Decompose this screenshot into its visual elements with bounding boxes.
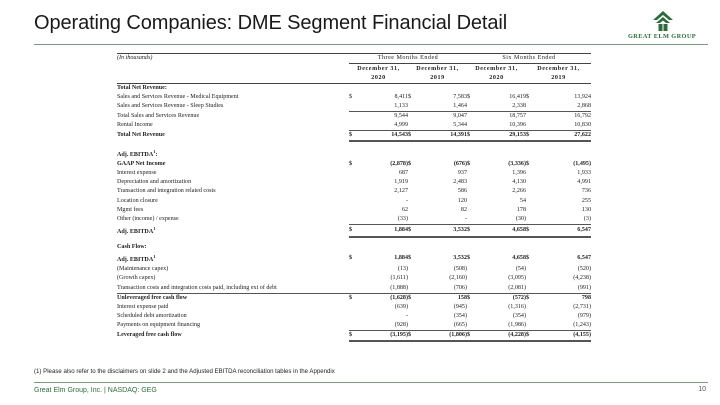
currency-symbol	[526, 112, 536, 122]
currency-symbol	[349, 169, 359, 178]
currency-symbol: $	[408, 94, 412, 101]
row-label: Sales and Services Revenue - Sleep Studies	[117, 103, 224, 110]
value-cell: 2,127	[394, 188, 408, 195]
value-cell: 130	[581, 206, 592, 213]
currency-symbol	[467, 121, 477, 131]
currency-symbol: $	[526, 131, 536, 142]
value-cell: 1,464	[453, 103, 468, 110]
currency-symbol	[467, 112, 477, 122]
value-cell: (991)	[577, 284, 592, 291]
currency-symbol: $	[526, 293, 536, 303]
value-cell: (2,731)	[573, 303, 592, 310]
section-heading-row	[117, 84, 591, 94]
column-header: December 31, 2019	[526, 64, 591, 84]
value-cell: (1,806)	[418, 330, 467, 341]
currency-symbol	[526, 187, 536, 196]
currency-symbol	[349, 206, 359, 215]
currency-symbol	[408, 265, 418, 274]
currency-symbol	[408, 121, 418, 131]
currency-symbol: $	[349, 161, 353, 168]
value-cell: (639)	[394, 303, 408, 310]
currency-symbol: $	[467, 293, 477, 303]
value-cell: (508)	[453, 266, 468, 273]
currency-symbol: $	[526, 94, 530, 101]
value-cell: 1,884	[359, 224, 408, 237]
currency-symbol	[467, 169, 477, 178]
value-cell: 6,547	[536, 224, 591, 237]
table-row	[117, 252, 591, 265]
column-header: December 31, 2019	[408, 64, 467, 84]
footnote: (1) Please also refer to the disclaimers on slide 2 and the Adjusted EBITDA reconciliation tables in the Appendix	[34, 368, 335, 375]
value-cell: (3,336)	[508, 161, 527, 168]
currency-symbol	[467, 215, 477, 225]
table-row	[117, 284, 591, 294]
value-cell: 4,991	[577, 179, 592, 186]
currency-symbol: $	[467, 330, 477, 341]
units-label: (In thousands)	[117, 54, 349, 64]
currency-symbol: $	[467, 161, 471, 168]
table-row	[117, 312, 591, 321]
row-label: Depreciation and amortization	[117, 179, 192, 186]
currency-symbol	[526, 206, 536, 215]
table-header-group-row	[117, 54, 591, 64]
row-label: Sales and Services Revenue - Medical Equipment	[117, 94, 239, 101]
currency-symbol: $	[467, 255, 471, 262]
title-divider	[34, 44, 708, 45]
logo-wordmark: GREAT ELM GROUP	[627, 33, 697, 40]
table-row	[117, 265, 591, 274]
value-cell: 7,583	[453, 94, 468, 101]
currency-symbol: $	[408, 224, 418, 237]
value-cell: (1,316)	[508, 303, 527, 310]
currency-symbol	[467, 178, 477, 187]
table-row	[117, 274, 591, 283]
value-cell: 1,884	[394, 255, 408, 262]
currency-symbol	[349, 197, 359, 206]
row-label: (Growth capex)	[117, 275, 156, 282]
footer-divider	[34, 382, 708, 383]
currency-symbol	[408, 178, 418, 187]
value-cell: 2,338	[512, 103, 527, 110]
row-label: Transaction costs and integration costs paid, including ext of debt	[117, 284, 277, 291]
table-row	[117, 330, 591, 341]
value-cell: (1,243)	[573, 321, 592, 328]
section-heading-row	[117, 243, 591, 252]
row-label: Adj. EBITDA$^1$	[117, 254, 156, 264]
page-title: Operating Companies: DME Segment Financial Detail	[34, 12, 508, 34]
currency-symbol	[349, 312, 359, 321]
value-cell: 2,483	[453, 179, 468, 186]
currency-symbol: $	[349, 255, 353, 262]
currency-symbol	[526, 197, 536, 206]
value-cell: (1,888)	[390, 284, 408, 291]
currency-symbol	[408, 284, 418, 294]
table-row	[117, 215, 591, 225]
value-cell: 798	[536, 293, 591, 303]
value-cell: 4,999	[394, 122, 408, 129]
row-label: Interest expense paid	[117, 303, 169, 310]
currency-symbol	[408, 303, 418, 312]
value-cell: 9,544	[359, 112, 408, 122]
value-cell: (3)	[583, 215, 592, 222]
currency-symbol: $	[408, 255, 412, 262]
row-label: Adj. EBITDA$^1$	[117, 226, 156, 236]
value-cell: (30)	[515, 215, 527, 222]
value-cell: (3,195)	[359, 330, 408, 341]
currency-symbol: $	[349, 330, 359, 341]
currency-symbol	[349, 187, 359, 196]
value-cell: 255	[581, 197, 592, 204]
value-cell: (1,611)	[390, 275, 408, 282]
footer-company: Great Elm Group, Inc. | NASDAQ: GEG	[34, 387, 157, 394]
value-cell: (4,155)	[536, 330, 591, 341]
table-row	[117, 197, 591, 206]
table-row	[117, 112, 591, 122]
table-header-column-row	[117, 64, 591, 84]
value-cell: (4,238)	[573, 275, 592, 282]
value-cell: (979)	[577, 312, 592, 319]
company-logo	[616, 10, 708, 44]
currency-symbol: $	[349, 224, 359, 237]
value-cell: 14,391	[418, 131, 467, 142]
currency-symbol: $	[467, 94, 471, 101]
row-label: Mgmt fees	[117, 206, 144, 213]
currency-symbol	[408, 274, 418, 283]
table-row	[117, 131, 591, 142]
table-row	[117, 224, 591, 237]
value-cell: (945)	[453, 303, 468, 310]
currency-symbol: $	[526, 255, 530, 262]
currency-symbol	[467, 206, 477, 215]
value-cell: 9,047	[418, 112, 467, 122]
value-cell: 4,658	[512, 255, 527, 262]
value-cell: 937	[457, 170, 468, 177]
currency-symbol: $	[349, 131, 359, 142]
row-label: GAAP Net Income	[117, 161, 166, 168]
value-cell: (54)	[515, 266, 527, 273]
value-cell: (520)	[577, 266, 592, 273]
value-cell: 2,868	[577, 103, 592, 110]
row-label: Total Net Revenue:	[117, 85, 167, 91]
column-header: December 31, 2020	[467, 64, 526, 84]
value-cell: 178	[516, 206, 527, 213]
currency-symbol: $	[467, 131, 477, 142]
currency-symbol	[526, 312, 536, 321]
value-cell: 82	[460, 206, 468, 213]
currency-symbol: $	[408, 330, 418, 341]
row-label: Total Net Revenue	[117, 132, 165, 139]
value-cell: (13)	[397, 266, 408, 273]
value-cell: (2,878)	[390, 161, 408, 168]
currency-symbol: $	[349, 94, 353, 101]
financial-table	[117, 53, 591, 342]
currency-symbol	[408, 187, 418, 196]
value-cell: -	[464, 215, 468, 222]
currency-symbol	[526, 121, 536, 131]
currency-symbol: $	[526, 161, 530, 168]
value-cell: 6,547	[577, 255, 592, 262]
table-row	[117, 187, 591, 196]
row-label: Payments on equipment financing	[117, 321, 201, 328]
currency-symbol	[467, 197, 477, 206]
table-row	[117, 206, 591, 215]
row-label: Interest expense	[117, 170, 157, 177]
value-cell: 1,919	[394, 179, 408, 186]
currency-symbol	[349, 178, 359, 187]
currency-symbol	[467, 187, 477, 196]
currency-symbol	[526, 303, 536, 312]
table-row	[117, 178, 591, 187]
value-cell: (2,160)	[449, 275, 468, 282]
table-row	[117, 160, 591, 169]
value-cell: 54	[519, 197, 527, 204]
row-label: Cash Flow:	[117, 244, 147, 251]
currency-symbol	[408, 321, 418, 331]
row-label: Transaction and integration related costs	[117, 188, 216, 195]
group-header-three-months: Three Months Ended	[349, 54, 467, 64]
currency-symbol	[408, 169, 418, 178]
value-cell: 3,532	[418, 224, 467, 237]
currency-symbol	[467, 274, 477, 283]
value-cell: (4,228)	[477, 330, 526, 341]
value-cell: 14,543	[359, 131, 408, 142]
currency-symbol	[526, 274, 536, 283]
value-cell: 1,396	[512, 170, 527, 177]
value-cell: (928)	[394, 321, 408, 328]
value-cell: 1,933	[577, 170, 592, 177]
currency-symbol	[408, 215, 418, 225]
currency-symbol	[408, 312, 418, 321]
value-cell: 16,792	[536, 112, 591, 122]
currency-symbol	[467, 284, 477, 294]
value-cell: 1,133	[394, 103, 408, 110]
currency-symbol	[526, 178, 536, 187]
value-cell: 120	[457, 197, 468, 204]
row-label: Total Sales and Services Revenue	[117, 112, 200, 119]
currency-symbol	[526, 169, 536, 178]
value-cell: (665)	[453, 321, 468, 328]
row-label: Rental Income	[117, 122, 153, 129]
section-heading-row	[117, 147, 591, 160]
currency-symbol	[349, 274, 359, 283]
value-cell: 736	[581, 188, 592, 195]
table-row	[117, 293, 591, 303]
value-cell: 2,266	[512, 188, 527, 195]
value-cell: (706)	[453, 284, 468, 291]
currency-symbol	[349, 215, 359, 225]
currency-symbol	[408, 197, 418, 206]
value-cell: -	[405, 197, 408, 204]
value-cell: 8,411	[394, 94, 408, 101]
currency-symbol	[349, 121, 359, 131]
currency-symbol	[467, 303, 477, 312]
currency-symbol	[408, 112, 418, 122]
value-cell: 13,924	[574, 94, 592, 101]
row-label: Other (income) / expense	[117, 215, 179, 222]
currency-symbol	[349, 284, 359, 294]
value-cell: 10,396	[509, 122, 527, 129]
currency-symbol	[467, 312, 477, 321]
currency-symbol	[526, 265, 536, 274]
column-header: December 31, 2020	[349, 64, 408, 84]
group-header-six-months: Six Months Ended	[467, 54, 591, 64]
currency-symbol	[408, 206, 418, 215]
table-row	[117, 121, 591, 131]
currency-symbol	[526, 102, 536, 112]
financial-table-container	[117, 53, 591, 342]
currency-symbol	[408, 102, 418, 112]
row-label: Adj. EBITDA$^1$:	[117, 149, 158, 159]
value-cell: 10,830	[574, 122, 592, 129]
value-cell: (354)	[453, 312, 468, 319]
currency-symbol	[467, 102, 477, 112]
value-cell: 3,532	[453, 255, 468, 262]
currency-symbol	[349, 265, 359, 274]
value-cell: (354)	[512, 312, 527, 319]
page-number: 10	[698, 386, 706, 393]
value-cell: 4,658	[477, 224, 526, 237]
row-label: (Maintenance capex)	[117, 266, 169, 273]
currency-symbol	[467, 265, 477, 274]
row-label: Location closure	[117, 197, 158, 204]
value-cell: 18,757	[477, 112, 526, 122]
row-label: Leveraged free cash flow	[117, 331, 182, 338]
currency-symbol	[526, 215, 536, 225]
value-cell: 62	[401, 206, 408, 213]
value-cell: 586	[457, 188, 468, 195]
value-cell: 5,344	[453, 122, 468, 129]
table-row	[117, 93, 591, 102]
value-cell: -	[405, 312, 408, 319]
value-cell: (676)	[453, 161, 468, 168]
value-cell: 29,153	[477, 131, 526, 142]
value-cell: (1,628)	[359, 293, 408, 303]
row-label: Scheduled debt amortization	[117, 312, 187, 319]
value-cell: (3,095)	[508, 275, 527, 282]
currency-symbol: $	[526, 224, 536, 237]
currency-symbol: $	[408, 293, 418, 303]
currency-symbol: $	[349, 293, 359, 303]
currency-symbol	[526, 284, 536, 294]
currency-symbol	[349, 303, 359, 312]
currency-symbol: $	[467, 224, 477, 237]
value-cell: 4,130	[512, 179, 527, 186]
table-row	[117, 102, 591, 112]
currency-symbol: $	[408, 161, 412, 168]
currency-symbol	[349, 112, 359, 122]
value-cell: (572)	[477, 293, 526, 303]
currency-symbol	[349, 102, 359, 112]
table-row	[117, 303, 591, 312]
table-row	[117, 169, 591, 178]
currency-symbol	[526, 321, 536, 331]
value-cell: 16,419	[509, 94, 527, 101]
value-cell: (1,986)	[508, 321, 527, 328]
elm-tree-icon	[652, 10, 674, 32]
value-cell: 687	[398, 170, 408, 177]
table-row	[117, 321, 591, 331]
currency-symbol: $	[408, 131, 418, 142]
value-cell: (33)	[397, 215, 408, 222]
currency-symbol: $	[526, 330, 536, 341]
row-label: Unleveraged free cash flow	[117, 293, 349, 303]
currency-symbol	[349, 321, 359, 331]
value-cell: 158	[418, 293, 467, 303]
value-cell: 27,622	[536, 131, 591, 142]
value-cell: (2,081)	[508, 284, 527, 291]
currency-symbol	[467, 321, 477, 331]
value-cell: (1,495)	[573, 161, 592, 168]
